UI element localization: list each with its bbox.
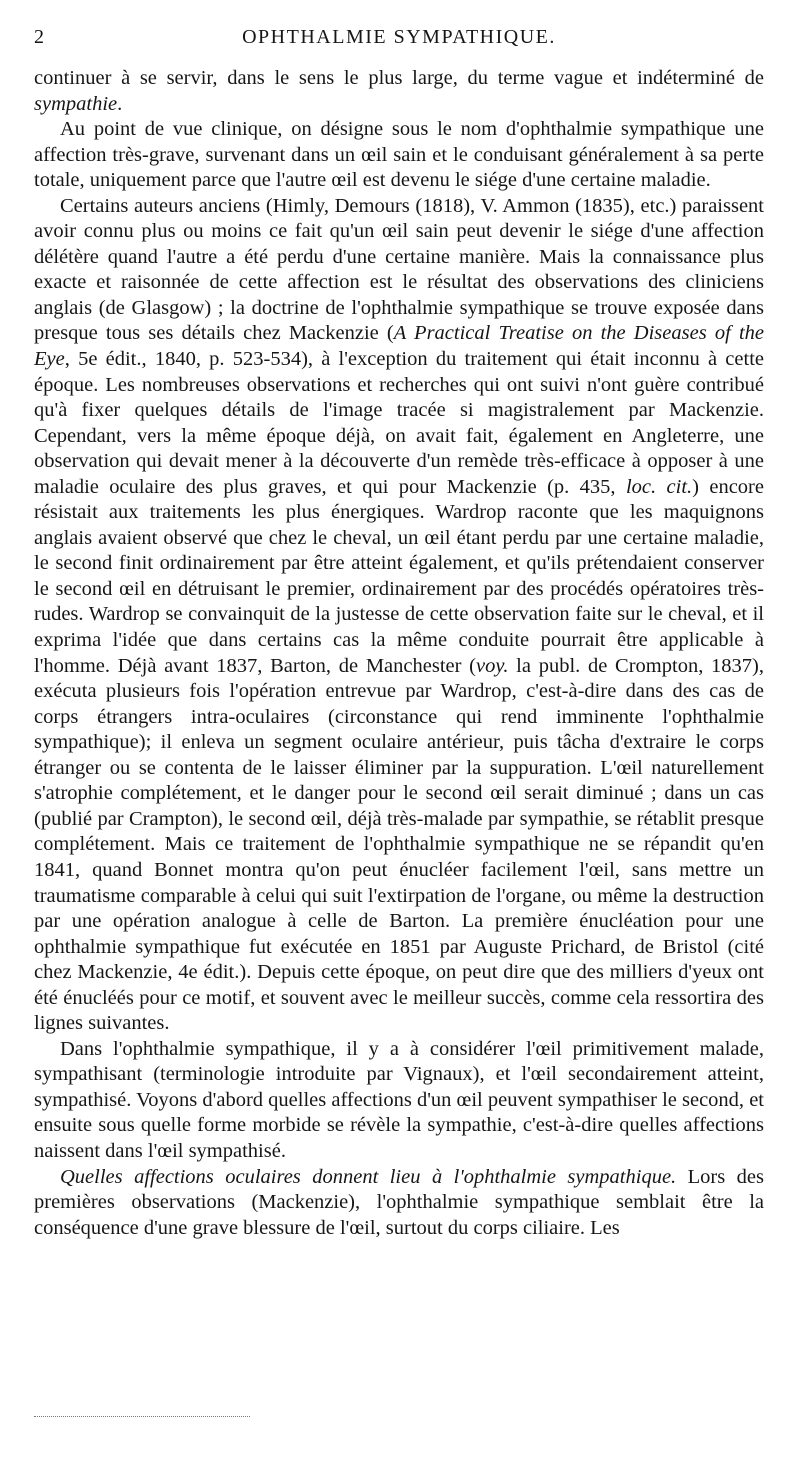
page-number: 2	[34, 26, 46, 48]
paragraph	[34, 1165, 764, 1242]
body-text	[34, 66, 764, 1241]
paragraph	[34, 1037, 764, 1165]
text-run: Certains auteurs anciens (Himly, Demours (1818), V. Ammon (1835), etc.) paraissent avoir connu plus ou moins ce fait qu'un œil sain peut devenir le siége d'une affection délétère quand l'autre a été perdu d'une certaine manière. Mais la connaissance plus exacte et raisonnée de cette affection est le résultat des observations des cliniciens anglais (de Glasgow) ; la doctrine de l'ophthalmie sympathique se trouve exposée dans presque tous ses détails chez Mackenzie (	[34, 194, 764, 345]
text-run: Au point de vue clinique, on désigne sous le nom d'ophthalmie sympathique une affection très-grave, survenant dans un œil sain et le conduisant généralement à sa perte totale, uniquement parce que l'autre œil est devenu le siége d'une certaine maladie.	[34, 118, 764, 192]
text-run: Lors des premières observations (Mackenzie), l'ophthalmie sympathique semblait être la conséquence d'une grave blessure de l'œil, surtout du corps ciliaire. Les	[34, 1165, 764, 1239]
italic-text: Quelles affections oculaires donnent lieu à l'ophthalmie sympathique.	[60, 1165, 677, 1188]
italic-text: A Practical Treatise on the Diseases of the Eye	[34, 322, 764, 371]
paragraph	[34, 66, 764, 117]
italic-text: voy.	[476, 654, 509, 677]
page-header	[34, 26, 764, 56]
text-run: ) encore résistait aux traitements les plus énergiques. Wardrop raconte que les maquignons anglais avaient observé que chez le cheval, un œil étant perdu par une certaine maladie, le second finit ordinairement par être atteint également, et qu'ils prétendaient conserver le second œil en détruisant le premier, ordinairement par des procédés opératoires très-rudes. Wardrop se convainquit de la justesse de cette observation faite sur le cheval, et il exprima l'idée que dans certains cas la même conduite pourrait être applicable à l'homme. Déjà avant 1837, Barton, de Manchester (	[34, 475, 764, 677]
paragraph	[34, 194, 764, 1037]
footer-dotted-rule	[34, 1416, 250, 1417]
italic-text: sympathie	[34, 92, 118, 115]
italic-text: loc. cit.	[625, 475, 693, 498]
paragraph	[34, 117, 764, 194]
text-run: .	[117, 92, 123, 115]
text-run: , 5e édit., 1840, p. 523-534), à l'exception du traitement qui était inconnu à cette époque. Les nombreuses observations et recherches qui ont suivi n'ont guère contribué qu'à fixer quelques détails de l'image tracée si magistralement par Mackenzie. Cependant, vers la même époque déjà, on avait fait, également en Angleterre, une observation qui devait mener à la découverte d'un remède très-efficace à opposer à une maladie oculaire des plus graves, et qui pour Mackenzie (p. 435,	[34, 348, 764, 498]
text-run: la publ. de Crompton, 1837), exécuta plusieurs fois l'opération entrevue par Wardrop, c'est-à-dire dans des cas de corps étrangers intra-oculaires (circonstance qui rend imminente l'ophthalmie sympathique); il enleva un segment oculaire antérieur, puis tâcha d'extraire le corps étranger ou se contenta de le laisser éliminer par la suppuration. L'œil naturellement s'atrophie complétement, et le danger pour le second œil serait diminué ; dans un cas (publié par Crampton), le second œil, déjà très-malade par sympathie, se rétablit presque complétement. Mais ce traitement de l'ophthalmie sympathique ne se répandit qu'en 1841, quand Bonnet montra qu'on peut énucléer facilement l'œil, sans mettre un traumatisme comparable à celui qui suit l'extirpation de l'organe, ou même la destruction par une opération analogue à celle de Barton. La première énucléation pour une ophthalmie sympathique fut exécutée en 1851 par Auguste Prichard, de Bristol (cité chez Mackenzie, 4e édit.). Depuis cette époque, on peut dire que des milliers d'yeux ont été énucléés pour ce motif, et souvent avec le meilleur succès, comme cela ressortira des lignes suivantes.	[34, 654, 764, 1035]
text-run: continuer à se servir, dans le sens le plus large, du terme vague et indéterminé de	[34, 67, 764, 89]
text-run: Dans l'ophthalmie sympathique, il y a à considérer l'œil primitivement malade, sympathisant (terminologie introduite par Vignaux), et l'œil secondairement atteint, sympathisé. Voyons d'abord quelles affections d'un œil peuvent sympathiser le second, et ensuite sous quelle forme morbide se révèle la sympathie, c'est-à-dire quelles affections naissent dans l'œil sympathisé.	[34, 1037, 764, 1162]
running-title: OPHTHALMIE SYMPATHIQUE.	[242, 26, 556, 48]
